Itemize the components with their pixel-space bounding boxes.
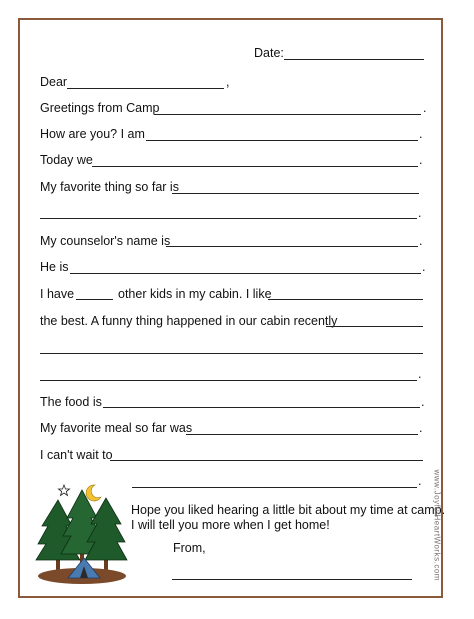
period: . [419, 153, 423, 167]
greetings-label: Greetings from Camp [40, 101, 160, 115]
he-is-blank[interactable] [70, 273, 421, 274]
watermark [430, 470, 444, 590]
dear-comma: , [226, 75, 230, 89]
from-label: From, [173, 541, 206, 555]
moon-icon [86, 485, 101, 501]
dear-blank[interactable] [67, 88, 224, 89]
period: . [419, 234, 423, 248]
how-are-you-blank[interactable] [146, 140, 418, 141]
cant-wait-blank-2[interactable] [132, 487, 417, 488]
favorite-thing-blank[interactable] [172, 193, 419, 194]
i-like-blank[interactable] [268, 299, 423, 300]
period: . [419, 127, 423, 141]
cant-wait-label: I can't wait to [40, 448, 113, 462]
favorite-thing-label: My favorite thing so far is [40, 180, 179, 194]
pine-trees-icon [36, 490, 127, 570]
favorite-meal-label: My favorite meal so far was [40, 421, 193, 435]
funny-thing-blank-2[interactable] [40, 353, 423, 354]
how-are-you-label: How are you? I am [40, 127, 145, 141]
the-best-label: the best. A funny thing happened in our cabin recently [40, 314, 338, 328]
funny-thing-blank[interactable] [326, 326, 423, 327]
period: . [419, 421, 423, 435]
camp-illustration [34, 482, 130, 586]
signature-blank[interactable] [172, 579, 412, 580]
period: . [418, 367, 422, 381]
period: . [423, 101, 427, 115]
counselor-label: My counselor's name is [40, 234, 171, 248]
favorite-meal-blank[interactable] [186, 434, 418, 435]
food-label: The food is [40, 395, 102, 409]
dear-label: Dear [40, 75, 68, 89]
funny-thing-blank-3[interactable] [40, 380, 417, 381]
cant-wait-blank[interactable] [110, 460, 423, 461]
i-have-label: I have [40, 287, 75, 301]
kids-count-blank[interactable] [76, 299, 113, 300]
watermark-text: www.JoyfulHeartWorks.com [432, 469, 442, 581]
counselor-blank[interactable] [166, 246, 418, 247]
period: . [421, 395, 425, 409]
period: . [422, 260, 426, 274]
star-icon [59, 485, 70, 496]
period: . [418, 474, 422, 488]
period: . [418, 206, 422, 220]
other-kids-label: other kids in my cabin. I like [118, 287, 272, 301]
favorite-thing-blank-2[interactable] [40, 218, 417, 219]
date-label: Date: [254, 46, 284, 60]
today-label: Today we [40, 153, 93, 167]
tent-icon [68, 558, 100, 578]
greetings-blank[interactable] [154, 114, 421, 115]
closing-line-2: I will tell you more when I get home! [131, 518, 330, 532]
closing-line-1: Hope you liked hearing a little bit about my time at camp. [131, 503, 446, 517]
he-is-label: He is [40, 260, 69, 274]
today-blank[interactable] [92, 166, 418, 167]
food-blank[interactable] [103, 407, 420, 408]
date-blank[interactable] [284, 59, 424, 60]
